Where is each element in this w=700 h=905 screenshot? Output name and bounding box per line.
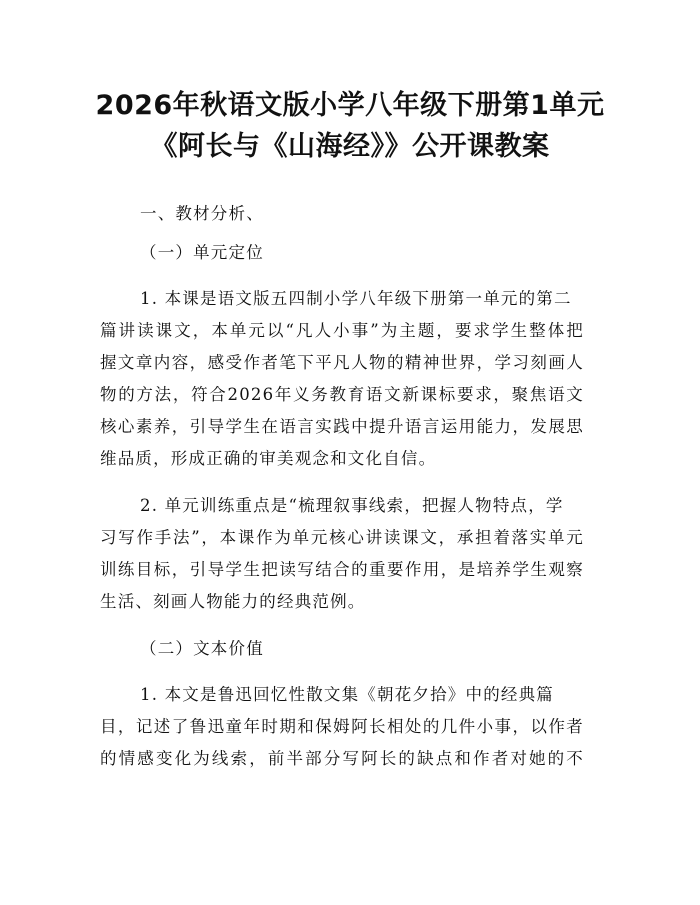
- paragraph-2-line-2: 习写作手法”，本课作为单元核心讲读课文，承担着落实单元: [100, 528, 584, 547]
- paragraph-3-line-3: 的情感变化为线索，前半部分写阿长的缺点和作者对她的不: [100, 749, 584, 768]
- paragraph-1-line-3: 握文章内容，感受作者笔下平凡人物的精神世界，学习刻画人: [100, 353, 584, 372]
- paragraph-3-line-2: 目，记述了鲁迅童年时期和保姆阿长相处的几件小事，以作者: [100, 717, 584, 736]
- paragraph-1-line-1: 1. 本课是语文版五四制小学八年级下册第一单元的第二: [140, 289, 572, 308]
- paragraph-1-line-2: 篇讲读课文，本单元以“凡人小事”为主题，要求学生整体把: [100, 321, 584, 340]
- section-heading-1: 一、教材分析、: [140, 204, 264, 223]
- subsection-heading-1: （一）单元定位: [140, 243, 264, 262]
- document-title-line-1: 2026年秋语文版小学八年级下册第1单元: [95, 90, 605, 121]
- paragraph-2-line-3: 训练目标，引导学生把读写结合的重要作用，是培养学生观察: [100, 560, 584, 579]
- paragraph-2-line-4: 生活、刻画人物能力的经典范例。: [100, 592, 366, 611]
- paragraph-1-line-4: 物的方法，符合2026年义务教育语文新课标要求，聚焦语文: [100, 385, 584, 404]
- paragraph-2-line-1: 2. 单元训练重点是“梳理叙事线索，把握人物特点，学: [140, 496, 564, 515]
- document-title-line-2: 《阿长与《山海经》》公开课教案: [150, 131, 550, 162]
- paragraph-3-line-1: 1. 本文是鲁迅回忆性散文集《朝花夕拾》中的经典篇: [140, 685, 554, 704]
- paragraph-1-line-6: 维品质，形成正确的审美观念和文化自信。: [100, 449, 437, 468]
- subsection-heading-2: （二）文本价值: [140, 639, 264, 658]
- paragraph-1-line-5: 核心素养，引导学生在语言实践中提升语言运用能力，发展思: [100, 417, 584, 436]
